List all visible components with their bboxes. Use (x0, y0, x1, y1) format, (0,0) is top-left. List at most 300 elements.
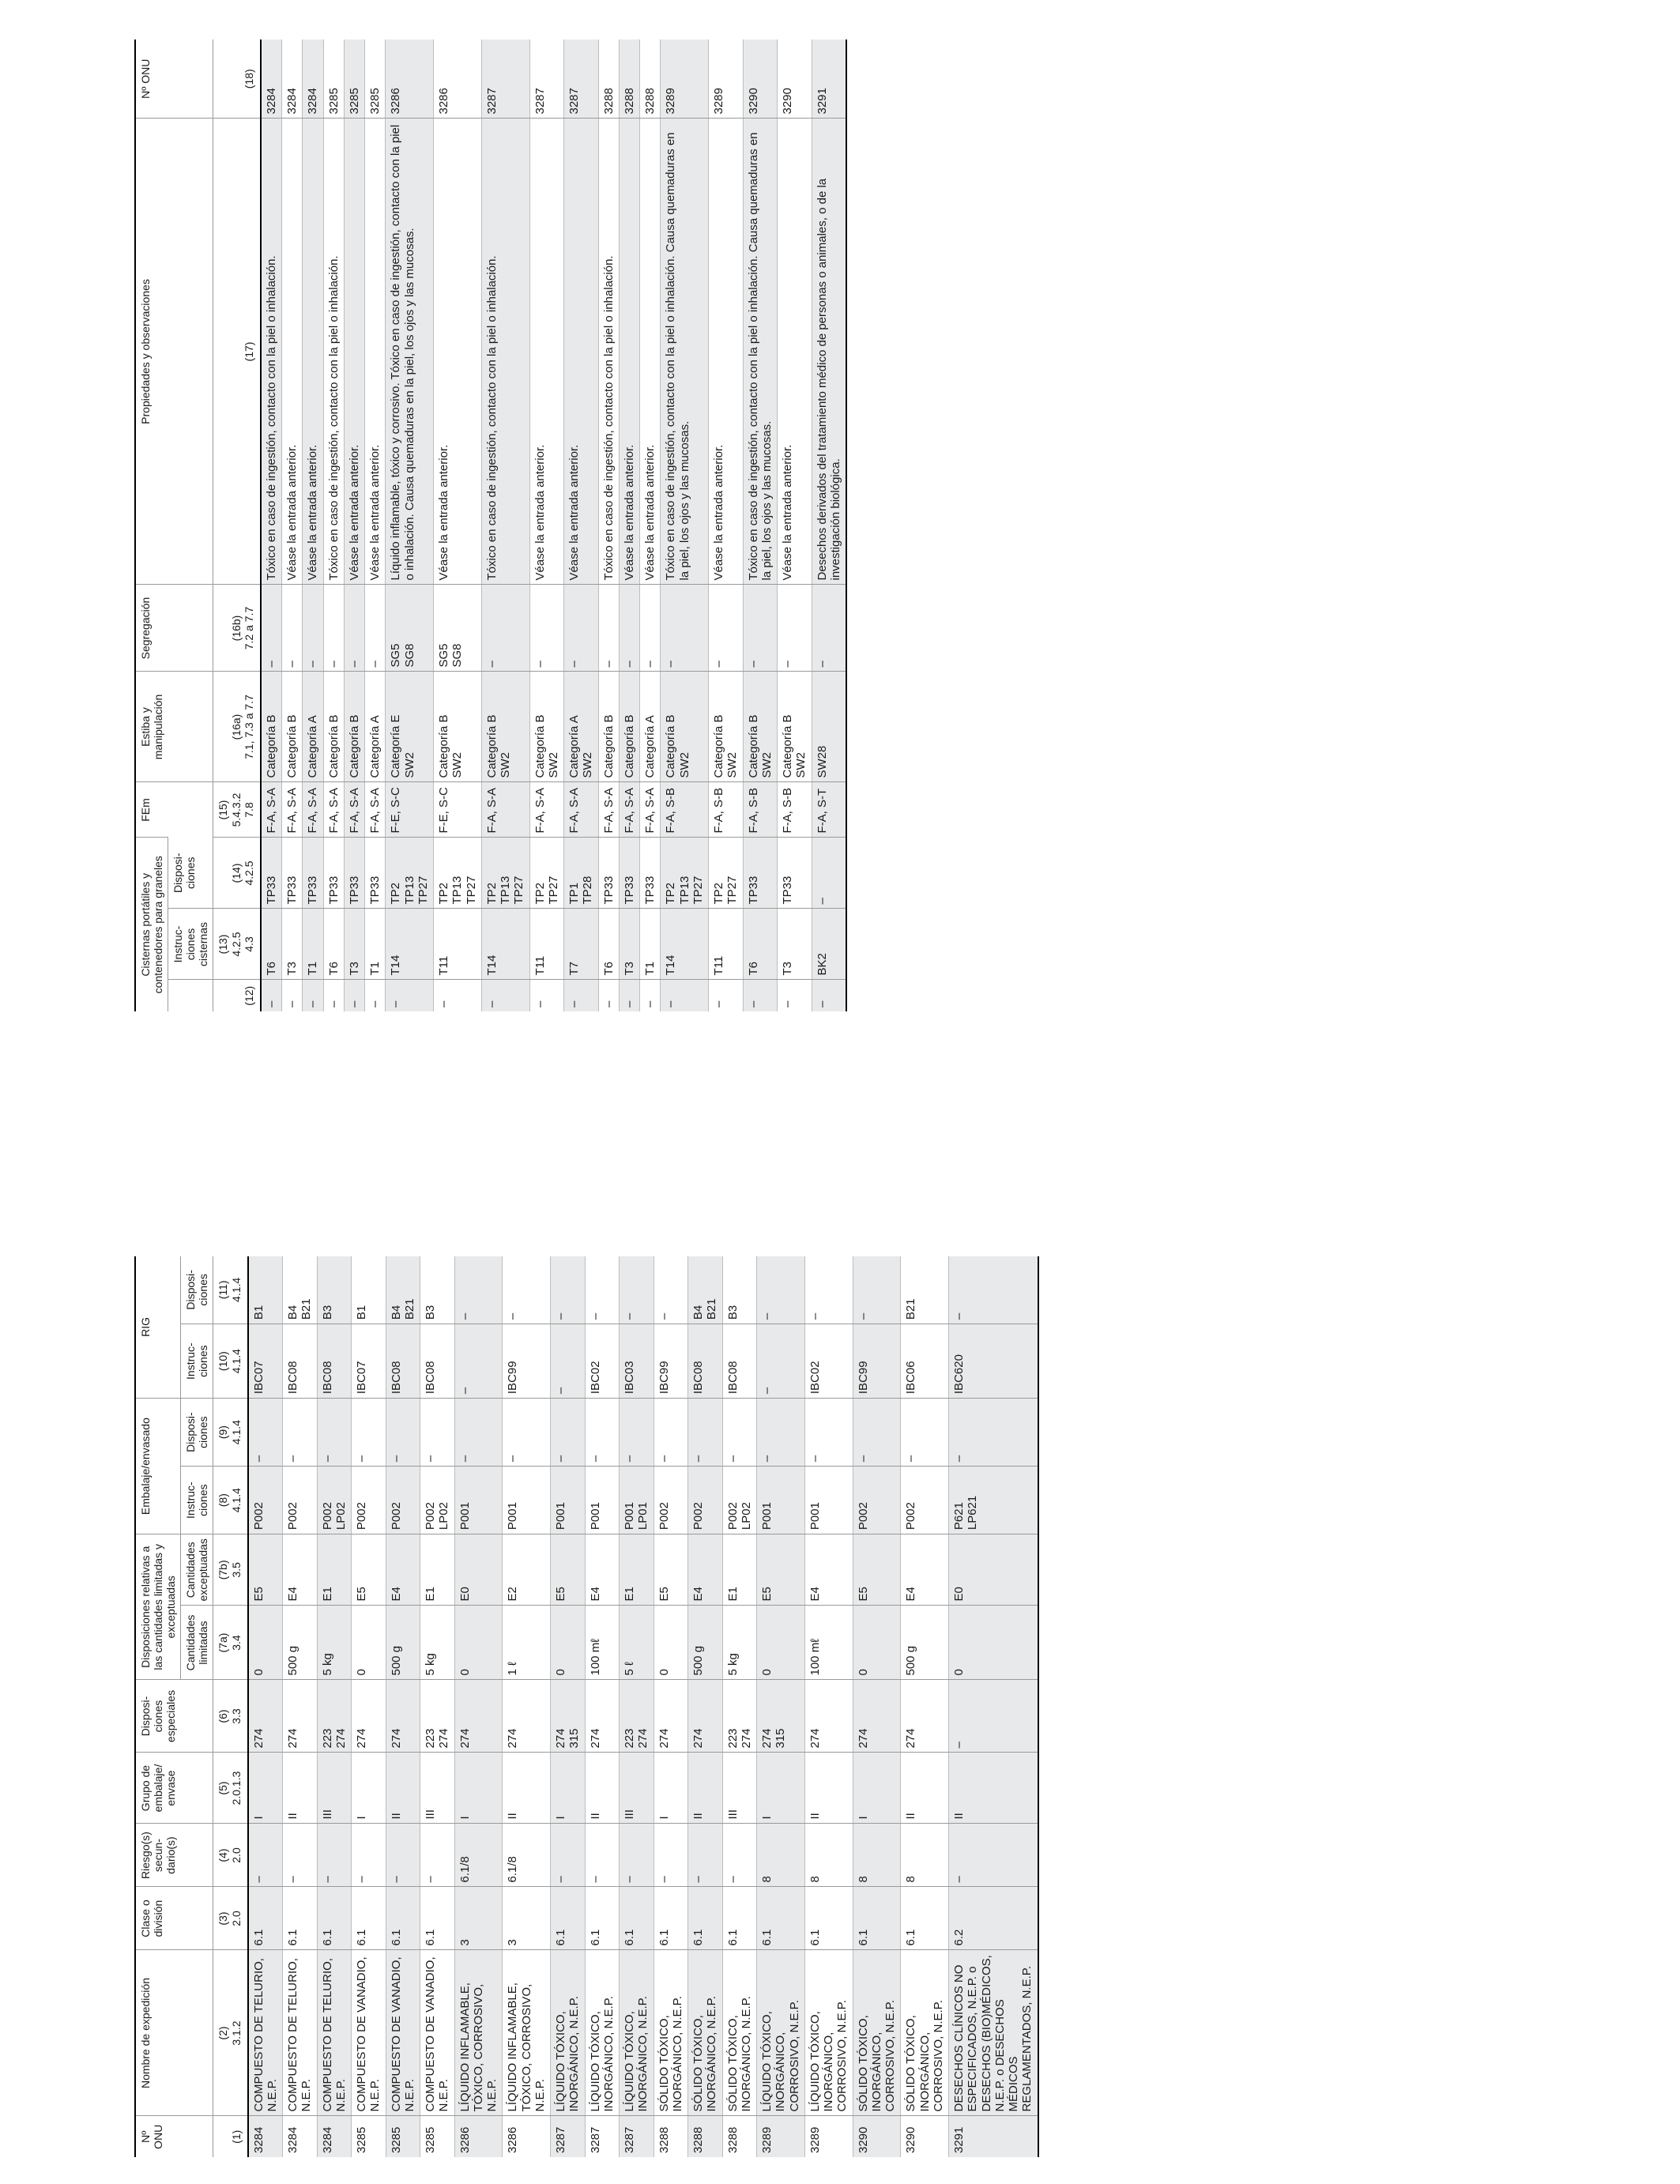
table-cell: – (585, 1824, 620, 1887)
table-cell: – (778, 980, 812, 1011)
table-row (654, 1256, 688, 2157)
table-cell: B4 B21 (286, 1298, 314, 1320)
table-cell: 223 274 (420, 1680, 455, 1753)
table-row (620, 1256, 654, 2157)
table-cell: E5 (248, 1534, 283, 1606)
table-cell: 3285 (420, 2116, 455, 2157)
table-cell: 3 (503, 1887, 551, 1950)
table-cell: I (551, 1753, 586, 1824)
table-cell: T7 (564, 909, 599, 980)
table-row (598, 40, 619, 1011)
table-cell: 274 315 (551, 1680, 586, 1753)
table-cell: 6.1 (317, 1887, 352, 1950)
table-cell: Categoría E SW2 (386, 672, 434, 782)
table-cell: – (317, 1824, 352, 1887)
table-cell: F-A, S-A (282, 782, 303, 838)
table-cell: F-A, S-B (743, 782, 778, 838)
table-cell: Categoría B (619, 672, 639, 782)
table-cell: 6.1 (248, 1887, 283, 1950)
table-cell: DESECHOS CLÍNICOS NO ESPECIFICADOS, N.E.P. o DESECHOS (BIO)MÉDICOS, N.E.P. o DESECHOS MÉDICOS REGLAMENTADOS, N.E.P. (949, 1950, 1038, 2116)
table-cell: 274 (585, 1680, 620, 1753)
table-row (709, 40, 744, 1011)
table-cell: P001 (585, 1467, 620, 1534)
table-cell: 3287 (564, 40, 599, 119)
table-row (261, 40, 282, 1011)
table-cell: – (654, 1824, 688, 1887)
table-cell: T6 (323, 909, 344, 980)
table-cell: – (757, 1256, 805, 1324)
table-cell: F-E, S-C (386, 782, 434, 838)
table-row (661, 40, 709, 1011)
table-cell: T14 (481, 909, 529, 980)
table-cell: Véase la entrada anterior. (564, 119, 599, 585)
table-row (386, 40, 434, 1011)
table-cell: – (688, 1824, 723, 1887)
table-cell: IBC08 (283, 1324, 318, 1399)
table-row (619, 40, 639, 1011)
table-cell: – (344, 980, 364, 1011)
table-cell: – (619, 980, 639, 1011)
table-cell: P002 (386, 1467, 420, 1534)
table-cell: – (804, 1399, 853, 1467)
table-cell: – (853, 1256, 901, 1324)
table-cell: COMPUESTO DE TELURIO, N.E.P. (248, 1950, 283, 2116)
table-cell: T1 (303, 909, 323, 980)
table-row (344, 40, 364, 1011)
table-cell: COMPUESTO DE VANADIO, N.E.P. (420, 1950, 455, 2116)
table-cell: P002 (352, 1467, 386, 1534)
table-cell: 274 (352, 1680, 386, 1753)
table-cell: P002 (654, 1467, 688, 1534)
table-cell: TP2 TP27 (709, 838, 744, 909)
table-cell: – (551, 1399, 586, 1467)
table-cell: – (588, 1312, 602, 1320)
table-cell: TP1 TP28 (564, 838, 599, 909)
table-cell: E4 (283, 1534, 318, 1606)
table-cell: 6.1 (688, 1887, 723, 1950)
table-cell: III (420, 1753, 455, 1824)
table-cell: – (654, 1399, 688, 1467)
table-cell: III (722, 1753, 757, 1824)
table-cell: P001 (804, 1467, 853, 1534)
header-blank (168, 980, 213, 1011)
table-cell: – (420, 1399, 455, 1467)
table-cell: 8 (853, 1824, 901, 1887)
table-row (743, 40, 778, 1011)
table-cell: 500 g (688, 1606, 723, 1680)
table-cell: 6.1/8 (454, 1824, 503, 1887)
table-cell: 3285 (352, 2116, 386, 2157)
table-cell: – (853, 1399, 901, 1467)
table-cell: – (640, 980, 661, 1011)
table-cell: II (283, 1753, 318, 1824)
header-disp-esp: Disposi-ciones especiales (135, 1680, 213, 1753)
table-row (804, 1256, 853, 2157)
table-cell: T14 (661, 909, 709, 980)
table-cell: LÍQUIDO TÓXICO, INORGÁNICO, N.E.P. (620, 1950, 654, 2116)
header-embalaje: Embalaje/envasado (135, 1399, 181, 1534)
header-fem: FEm (135, 782, 213, 838)
table-cell: – (303, 585, 323, 672)
table-cell: B21 (904, 1298, 918, 1320)
table-cell: E0 (454, 1534, 503, 1606)
table-cell: Categoría A SW2 (564, 672, 599, 782)
header-segregacion: Segregación (135, 585, 213, 672)
table-cell: Véase la entrada anterior. (434, 119, 482, 585)
table-cell: – (619, 585, 639, 672)
table-cell: – (454, 1399, 503, 1467)
table-cell: – (454, 1256, 503, 1324)
table-cell: – (620, 1824, 654, 1887)
table-cell: IBC99 (853, 1324, 901, 1399)
table-cell: F-A, S-A (261, 782, 282, 838)
table-cell: IBC02 (804, 1324, 853, 1399)
table-cell: – (585, 1399, 620, 1467)
table-cell: 223 274 (317, 1680, 352, 1753)
table-cell: Véase la entrada anterior. (709, 119, 744, 585)
table-cell: F-A, S-B (709, 782, 744, 838)
table-cell: – (661, 585, 709, 672)
table-cell: Categoría A (303, 672, 323, 782)
table-cell: – (261, 585, 282, 672)
header-nombre: Nombre de expedición (135, 1950, 213, 2116)
table-cell: – (722, 1399, 757, 1467)
table-cell: IBC08 (317, 1324, 352, 1399)
table-cell: 3286 (386, 40, 434, 119)
table-cell: COMPUESTO DE TELURIO, N.E.P. (283, 1950, 318, 2116)
table-cell: E1 (722, 1534, 757, 1606)
table-cell: – (365, 585, 386, 672)
table-cell: Líquido inflamable, tóxico y corrosivo. Tóxico en caso de ingestión, contacto con la piel o inhalación. Causa quemaduras en la piel, los ojos y las mucosas. (386, 119, 434, 585)
table-cell: 3285 (386, 2116, 420, 2157)
column-number: (6) 3.3 (213, 1680, 248, 1753)
table-cell: – (743, 980, 778, 1011)
column-number: (11) 4.1.4 (213, 1256, 248, 1324)
table-cell: F-A, S-T (812, 782, 846, 838)
table-cell: TP33 (323, 838, 344, 909)
header-cisternas: Cisternas portátiles y contenedores para graneles (135, 838, 168, 1011)
table-cell: – (598, 585, 619, 672)
table-cell: 274 (454, 1680, 503, 1753)
table-cell: B3 (725, 1305, 740, 1320)
table-cell: TP33 (640, 838, 661, 909)
table-cell: 3289 (804, 2116, 853, 2157)
table-cell: 3287 (481, 40, 529, 119)
table-cell: E1 (620, 1534, 654, 1606)
table-cell: 3285 (326, 88, 341, 115)
table-cell: 8 (901, 1824, 949, 1887)
table-cell: P001 (454, 1467, 503, 1534)
table-cell: T6 (261, 909, 282, 980)
table-cell: 8 (757, 1824, 805, 1887)
table-cell: – (434, 980, 482, 1011)
table-cell: COMPUESTO DE TELURIO, N.E.P. (317, 1950, 352, 2116)
table-cell: 0 (352, 1606, 386, 1680)
table-row (688, 1256, 723, 2157)
dangerous-goods-table-right (134, 40, 847, 1011)
table-row (901, 1256, 949, 2157)
dangerous-goods-table-left (134, 1256, 1039, 2157)
table-cell: 3291 (949, 2116, 1038, 2157)
table-row (282, 40, 303, 1011)
table-cell: Véase la entrada anterior. (640, 119, 661, 585)
table-cell: Véase la entrada anterior. (778, 119, 812, 585)
table-cell: 3289 (757, 2116, 805, 2157)
table-row (949, 1256, 1038, 2157)
table-cell: – (282, 980, 303, 1011)
table-cell: 274 (386, 1680, 420, 1753)
table-cell: I (654, 1753, 688, 1824)
table-cell: E0 (949, 1534, 1038, 1606)
column-number: (2) 3.1.2 (213, 1950, 248, 2116)
table-cell: T3 (344, 909, 364, 980)
table-cell: 6.1 (853, 1887, 901, 1950)
table-cell: SÓLIDO TÓXICO, INORGÁNICO, N.E.P. (654, 1950, 688, 2116)
table-cell: F-A, S-A (564, 782, 599, 838)
table-cell: Categoría B SW2 (434, 672, 482, 782)
table-cell: 3 (454, 1887, 503, 1950)
table-cell: – (812, 585, 846, 672)
table-cell: Véase la entrada anterior. (365, 119, 386, 585)
table-row (454, 1256, 503, 2157)
table-cell: – (949, 1680, 1038, 1753)
table-cell: – (657, 1312, 671, 1320)
table-cell: – (709, 980, 744, 1011)
table-cell: SG5 SG8 (386, 585, 434, 672)
table-row (757, 1256, 805, 2157)
table-cell: II (585, 1753, 620, 1824)
table-cell: E5 (853, 1534, 901, 1606)
table-cell: B4 B21 (688, 1256, 723, 1324)
table-cell: F-A, S-A (529, 782, 564, 838)
table-cell: P002 LP02 (722, 1467, 757, 1534)
table-cell: 274 (901, 1680, 949, 1753)
table-cell: TP33 (261, 838, 282, 909)
table-cell: – (481, 585, 529, 672)
header-cist-instr: Instruc-ciones cisternas (168, 909, 213, 980)
table-cell: LÍQUIDO TÓXICO, INORGÁNICO, CORROSIVO, N.E.P. (757, 1950, 805, 2116)
table-cell: B1 (355, 1305, 369, 1320)
table-cell: Categoría B SW2 (529, 672, 564, 782)
table-cell: SÓLIDO TÓXICO, INORGÁNICO, N.E.P. (688, 1950, 723, 2116)
table-cell: P002 (248, 1467, 283, 1534)
table-cell: – (551, 1256, 586, 1324)
column-number: (4) 2.0 (213, 1824, 248, 1887)
table-cell: P001 LP01 (620, 1467, 654, 1534)
table-cell: 3290 (853, 2116, 901, 2157)
table-cell: II (901, 1753, 949, 1824)
table-row (420, 1256, 455, 2157)
table-cell: – (757, 1399, 805, 1467)
table-cell: P002 (853, 1467, 901, 1534)
table-cell: LÍQUIDO TÓXICO, INORGÁNICO, CORROSIVO, N.E.P. (804, 1950, 853, 2116)
table-cell: – (949, 1824, 1038, 1887)
table-cell: Véase la entrada anterior. (344, 119, 364, 585)
table-cell: T6 (598, 909, 619, 980)
table-row (481, 40, 529, 1011)
table-cell: 274 315 (757, 1680, 805, 1753)
table-cell: Véase la entrada anterior. (529, 119, 564, 585)
table-cell: BK2 (812, 909, 846, 980)
table-cell: – (778, 585, 812, 672)
table-cell: II (688, 1753, 723, 1824)
table-cell: 3286 (437, 88, 450, 115)
table-cell: IBC08 (386, 1324, 420, 1399)
table-cell: III (620, 1753, 654, 1824)
table-row (386, 1256, 420, 2157)
table-cell: – (551, 1824, 586, 1887)
table-cell: – (688, 1399, 723, 1467)
table-cell: 3287 (620, 2116, 654, 2157)
table-cell: TP33 (303, 838, 323, 909)
table-cell: 500 g (283, 1606, 318, 1680)
table-cell: LÍQUIDO INFLAMABLE, TÓXICO, CORROSIVO, N.E.P. (503, 1950, 551, 2116)
table-cell: I (248, 1753, 283, 1824)
table-cell: 3284 (285, 88, 299, 115)
table-cell: I (454, 1753, 503, 1824)
table-cell: T11 (709, 909, 744, 980)
table-cell: 3284 (317, 2116, 352, 2157)
column-number: (16b) 7.2 a 7.7 (213, 585, 261, 672)
table-cell: T11 (434, 909, 482, 980)
header-rig-instr: Instruc-ciones (181, 1324, 213, 1399)
table-cell: 0 (949, 1606, 1038, 1680)
table-cell: 3288 (722, 2116, 757, 2157)
column-number: (12) (213, 980, 261, 1011)
table-part-1 (134, 1256, 1039, 2157)
table-cell: – (283, 1824, 318, 1887)
table-cell: P001 (503, 1467, 551, 1534)
table-cell: 5 kg (420, 1606, 455, 1680)
table-cell: 3289 (712, 88, 725, 115)
table-cell: Tóxico en caso de ingestión, contacto con la piel o inhalación. (598, 119, 619, 585)
table-cell: Categoría B (344, 672, 364, 782)
table-cell: – (564, 980, 599, 1011)
column-number: (3) 2.0 (213, 1887, 248, 1950)
table-cell: 223 274 (722, 1680, 757, 1753)
table-cell: 3284 (248, 2116, 283, 2157)
table-cell: E1 (420, 1534, 455, 1606)
table-cell: SÓLIDO TÓXICO, INORGÁNICO, CORROSIVO, N.E.P. (901, 1950, 949, 2116)
table-cell: TP33 (598, 838, 619, 909)
table-cell: – (722, 1824, 757, 1887)
table-cell: TP2 TP13 TP27 (661, 838, 709, 909)
table-cell: 500 g (901, 1606, 949, 1680)
table-cell: F-A, S-A (619, 782, 639, 838)
table-cell: Categoría B SW2 (481, 672, 529, 782)
table-cell: T11 (529, 909, 564, 980)
table-row (529, 40, 564, 1011)
table-cell: P002 (283, 1467, 318, 1534)
table-cell: F-A, S-A (344, 782, 364, 838)
table-cell: F-A, S-A (303, 782, 323, 838)
table-cell: F-A, S-A (640, 782, 661, 838)
table-cell: E5 (757, 1534, 805, 1606)
table-cell: – (365, 980, 386, 1011)
table-cell: 223 274 (620, 1680, 654, 1753)
table-row (722, 1256, 757, 2157)
table-cell: E2 (503, 1534, 551, 1606)
table-cell: T14 (386, 909, 434, 980)
table-cell: – (303, 980, 323, 1011)
table-cell: TP33 (743, 838, 778, 909)
table-cell: P001 (757, 1467, 805, 1534)
table-cell: Categoría B (323, 672, 344, 782)
table-cell: – (386, 1399, 420, 1467)
header-cist-disp: Disposi-ciones (168, 838, 213, 909)
table-cell: 5 ℓ (620, 1606, 654, 1680)
header-clase: Clase o división (135, 1887, 213, 1950)
table-cell: E4 (386, 1534, 420, 1606)
table-cell: T3 (282, 909, 303, 980)
table-cell: 3284 (283, 2116, 318, 2157)
header-rig-disp: Disposi-ciones (181, 1256, 213, 1324)
header-emb-disp: Disposi-ciones (181, 1399, 213, 1467)
table-cell: – (529, 980, 564, 1011)
table-cell: Categoría B SW2 (778, 672, 812, 782)
table-cell: – (323, 980, 344, 1011)
table-cell: IBC08 (420, 1324, 455, 1399)
table-cell: IBC07 (352, 1324, 386, 1399)
table-cell: IBC06 (901, 1324, 949, 1399)
table-cell: B3 (424, 1305, 438, 1320)
table-cell: 100 mℓ (585, 1606, 620, 1680)
header-onu-right: Nº ONU (135, 40, 213, 119)
table-cell: 274 (804, 1680, 853, 1753)
table-row (352, 1256, 386, 2157)
table-cell: E5 (551, 1534, 586, 1606)
table-cell: IBC03 (620, 1324, 654, 1399)
table-cell: 0 (454, 1606, 503, 1680)
table-cell: – (352, 1399, 386, 1467)
table-cell: Categoría A (640, 672, 661, 782)
table-cell: – (598, 980, 619, 1011)
table-cell: 3284 (303, 40, 323, 119)
table-cell: P621 LP621 (949, 1467, 1038, 1534)
table-cell: B1 (248, 1256, 283, 1324)
table-cell: 6.1 (901, 1887, 949, 1950)
table-cell: 3290 (901, 2116, 949, 2157)
table-cell: 3284 (261, 40, 282, 119)
header-riesgo: Riesgo(s) secun-dario(s) (135, 1824, 213, 1887)
table-row (365, 40, 386, 1011)
table-cell: IBC08 (722, 1324, 757, 1399)
table-cell: – (506, 1312, 520, 1320)
table-cell: TP2 TP13 TP27 (386, 838, 434, 909)
table-row (853, 1256, 901, 2157)
table-cell: Categoría B SW2 (661, 672, 709, 782)
table-cell: Categoría B SW2 (743, 672, 778, 782)
column-number: (10) 4.1.4 (213, 1324, 248, 1399)
table-cell: – (551, 1324, 586, 1399)
column-number: (13) 4.2.5 4.3 (213, 909, 261, 980)
table-cell: 3288 (654, 2116, 688, 2157)
table-cell: TP2 TP13 TP27 (434, 838, 482, 909)
header-cant-exc: Cantidades exceptuadas (181, 1534, 213, 1606)
table-cell: F-A, S-B (661, 782, 709, 838)
table-cell: Tóxico en caso de ingestión, contacto con la piel o inhalación. (261, 119, 282, 585)
table-cell: TP33 (282, 838, 303, 909)
table-cell: 3288 (619, 40, 639, 119)
table-cell: – (420, 1824, 455, 1887)
table-cell: E4 (585, 1534, 620, 1606)
table-cell: Categoría B (282, 672, 303, 782)
table-cell: P002 (688, 1467, 723, 1534)
table-cell: – (454, 1324, 503, 1399)
table-cell: 3291 (812, 40, 846, 119)
column-number: (7a) 3.4 (213, 1606, 248, 1680)
table-cell: – (317, 1399, 352, 1467)
